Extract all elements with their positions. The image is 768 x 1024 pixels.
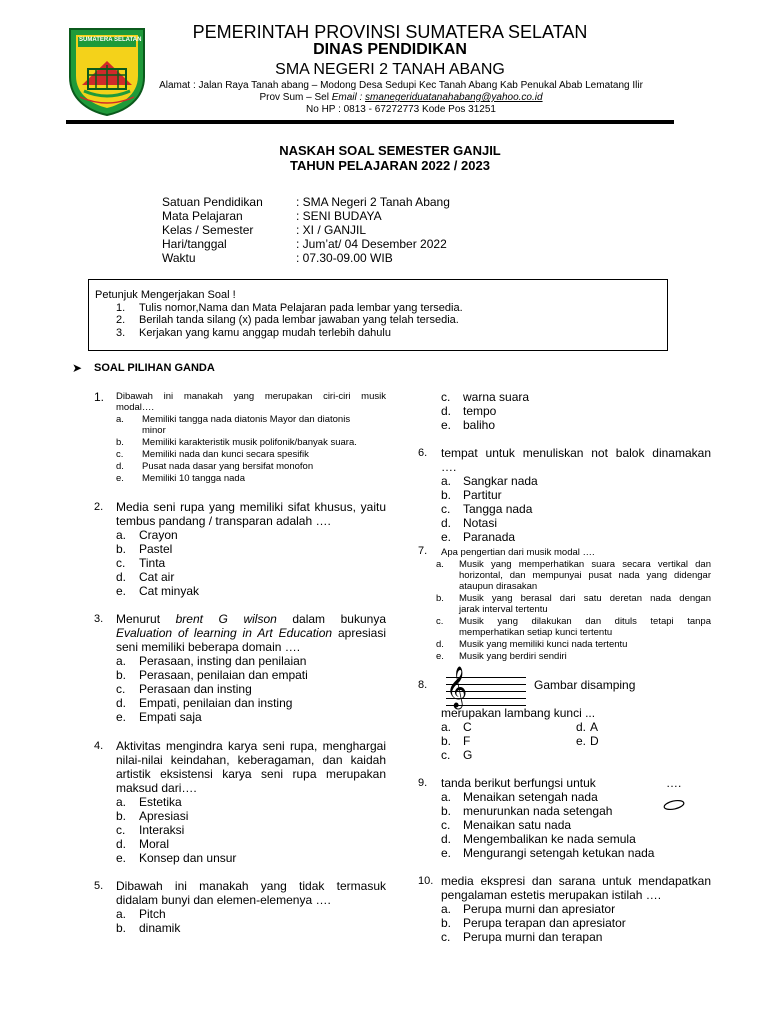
question-text: …. [666,776,682,790]
option-text: Tangga nada [463,502,533,516]
question-number: 5. [94,880,104,892]
option-text: horizontal, dan mempunyai pusat nada yang didengar [459,570,711,581]
option-text: dinamik [139,921,181,935]
option-text: Notasi [463,516,498,530]
question-number: 9. [418,777,428,789]
option-text: jarak interval tertentu [459,604,548,615]
section-title: SOAL PILIHAN GANDA [94,362,215,374]
exam-title: NASKAH SOAL SEMESTER GANJIL [279,143,501,158]
question-text: Aktivitas mengindra karya seni rupa, menghargai [116,739,386,753]
question-text: nilai-nilai keindahan, keberagaman, dan kaidah [116,753,386,767]
header-contact [146,92,656,104]
question-text: Dibawah ini manakah yang merupakan ciri-ciri musik [116,391,386,402]
option-text: Mengurangi setengah ketukan nada [463,846,655,860]
option-text: Perupa terapan dan apresiator [463,916,626,930]
option-text: Partitur [463,488,502,502]
question-number: 2. [94,501,104,513]
option-text: Pastel [139,542,173,556]
option-text: tempo [463,404,497,418]
question-number: 7. [418,545,428,557]
question-text: pengalaman estetis merupakan istilah …. [441,888,662,902]
option-text: Cat air [139,570,175,584]
note-symbol-icon [662,798,686,817]
option-text: Cat minyak [139,584,200,598]
header-agency: DINAS PENDIDIKAN [313,41,467,58]
question-text: …. [441,460,457,474]
option-text: Tinta [139,556,166,570]
question-text: media ekspresi dan sarana untuk mendapatkan [441,874,711,888]
question-text: merupakan lambang kunci ... [441,706,596,720]
instruction-item: Tulis nomor,Nama dan Mata Pelajaran pada lembar yang tersedia. [139,302,463,314]
instruction-num: 3. [116,327,126,339]
question-number: 1. [94,390,105,404]
option-text: C [463,720,472,734]
option-text: Mengembalikan ke nada semula [463,832,636,846]
option-text: Perupa murni dan apresiator [463,902,616,916]
option-text: Perupa murni dan terapan [463,930,603,944]
option-text: Empati saja [139,710,202,724]
header-prov: Prov Sum – Sel [259,92,332,103]
question-text: Dibawah ini manakah yang tidak termasuk [116,879,386,893]
option-text: Menaikan setengah nada [463,790,598,804]
question-number: 6. [418,447,428,459]
book-title: Evaluation of learning in Art Education [116,626,333,640]
question-text: Gambar disamping [534,678,636,692]
section-arrow-icon: ➤ [72,361,83,375]
header-phone: No HP : 0813 - 67272773 Kode Pos 31251 [306,104,496,115]
question-number: 4. [94,740,104,752]
option-text: Memiliki 10 tangga nada [142,473,245,484]
instructions-box [88,279,668,351]
treble-clef-staff-image [446,667,528,711]
instructions-title: Petunjuk Mengerjakan Soal ! [95,289,236,301]
option-text: Perasaan dan insting [139,682,252,696]
option-text: baliho [463,418,496,432]
option-text: Menaikan satu nada [463,818,572,832]
option-text: ataupun dirasakan [459,581,538,592]
exam-year: TAHUN PELAJARAN 2022 / 2023 [290,158,490,173]
option-text: Musik yang memiliki kunci nada tertentu [459,639,628,650]
option-text: Apresiasi [139,809,189,823]
email-label: Email : [331,92,366,103]
treble-clef-icon: 𝄞 [446,667,468,708]
option-text: Musik yang berdiri sendiri [459,651,567,662]
option-text: Konsep dan unsur [139,851,237,865]
question-number: 10. [418,875,434,887]
option-text: Musik yang berasal dari satu deretan nada dengan [459,593,711,604]
option-text: Empati, penilaian dan insting [139,696,293,710]
question-text: seni memiliki beberapa domain …. [116,640,301,654]
instruction-num: 2. [116,314,126,326]
option-text: Musik yang dilakukan dan dituls tetapi tanpa [459,616,711,627]
option-text: A [590,720,599,734]
instruction-item: Kerjakan yang kamu anggap mudah terlebih dahulu [139,327,391,339]
header-school: SMA NEGERI 2 TANAH ABANG [275,61,505,78]
option-text: Interaksi [139,823,185,837]
option-text: Memiliki karakteristik musik polifonik/banyak suara. [142,437,357,448]
question-text: modal…. [116,402,155,413]
option-text: warna suara [463,390,530,404]
instruction-num: 1. [116,302,126,314]
option-text: Sangkar nada [463,474,538,488]
instruction-item: Berilah tanda silang (x) pada lembar jawaban yang telah tersedia. [139,314,459,326]
option-text: Estetika [139,795,182,809]
option-text: F [463,734,471,748]
header-divider [66,120,674,124]
option-text: Perasaan, insting dan penilaian [139,654,307,668]
question-text: artistik eksistensi karya seni rupa merupakan [116,767,386,781]
question-number: 8. [418,679,428,691]
header-address: Alamat : Jalan Raya Tanah abang – Modong Desa Sedupi Kec Tanah Abang Kab Penukal Abab Lematang Ilir [159,80,643,91]
email-link[interactable]: smanegeriduatanahabang@yahoo.co.id [365,92,543,103]
question-text: didalam bunyi dan elemen-elemenya …. [116,893,331,907]
option-text: D [590,734,599,748]
question-text: tanda berikut berfungsi untuk [441,776,596,790]
option-text: memperhatikan setiap kunci tertentu [459,627,613,638]
author-name: brent G wilson [175,612,277,626]
question-text: Menurut brent G wilson dalam bukunya [116,612,386,626]
option-text: Memiliki nada dan kunci secara spesifik [142,449,309,460]
option-text: Pitch [139,907,166,921]
header-province: PEMERINTAH PROVINSI SUMATERA SELATAN [192,22,588,42]
option-text: menurunkan nada setengah [463,804,613,818]
option-text: minor [142,425,166,436]
option-text: Musik yang memperhatikan suara secara vertikal dan [459,559,711,570]
option-text: Perasaan, penilaian dan empati [139,668,308,682]
option-text: Memiliki tangga nada diatonis Mayor dan diatonis [142,414,351,425]
logo-text: SUMATERA SELATAN [79,37,142,43]
question-text: tembus pandang / transparan adalah …. [116,514,331,528]
question-text: tempat untuk menuliskan not balok dinamakan [441,446,711,460]
option-text: G [463,748,473,762]
question-text: Evaluation of learning in Art Education apresiasi [116,626,387,640]
option-text: Pusat nada dasar yang bersifat monofon [142,461,314,472]
question-text: maksud dari…. [116,781,197,795]
option-text: Crayon [139,528,178,542]
option-text: Moral [139,837,170,851]
question-number: 3. [94,613,104,625]
option-text: Paranada [463,530,516,544]
question-text: Apa pengertian dari musik modal …. [441,547,595,558]
province-logo [66,25,148,117]
question-text: Media seni rupa yang memiliki sifat khusus, yaitu [116,500,386,514]
